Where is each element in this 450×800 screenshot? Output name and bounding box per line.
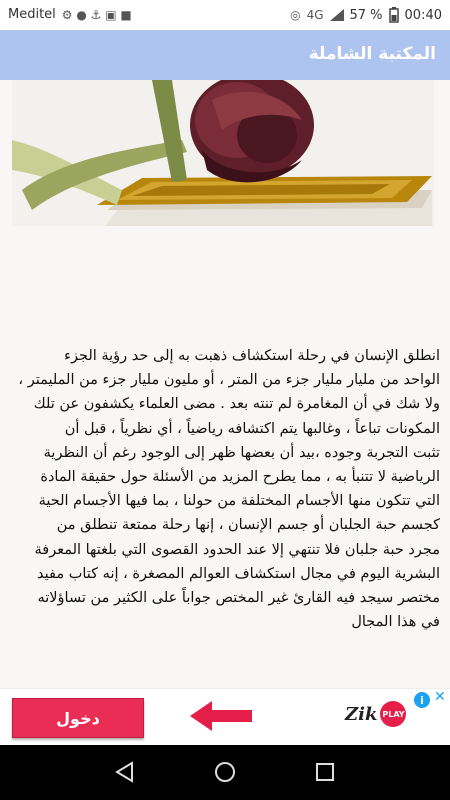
app-title: المكتبة الشاملة	[308, 44, 436, 64]
ad-login-button[interactable]: دخول	[12, 698, 144, 738]
clock: 00:40	[404, 7, 442, 23]
recents-icon[interactable]	[314, 761, 336, 783]
network-type: 4G	[306, 8, 324, 22]
hotspot-icon: ◎	[290, 8, 301, 22]
book-cover-image	[12, 80, 434, 226]
article-body	[14, 344, 440, 634]
article-line: البشرية اليوم في مجال استكشاف العوالم المصغرة ، إنه كتاب مفيد	[37, 565, 440, 582]
home-icon[interactable]	[214, 761, 236, 783]
signal-icon	[330, 9, 344, 21]
article-line: كجسم حبة الجلبان أو جسم الإنسان ، إنها رحلة ممتعة تنطلق من	[56, 517, 440, 534]
article-line: مختصر سيجد فيه القارئ غير المختص جواباً على الكثير من تساؤلاته	[37, 590, 440, 607]
battery-icon	[389, 7, 399, 23]
article-line: التي تتكون منها الأجسام المختلفة من حولنا ، بما فيها الأجسام الحية	[38, 493, 440, 510]
ad-banner[interactable]	[0, 688, 450, 746]
back-icon[interactable]	[114, 761, 136, 783]
play-badge: PLAY	[380, 701, 406, 727]
article-line: ولا شك في أن المغامرة لم تنته بعد . مضى العلماء يكشفون عن تلك	[33, 396, 440, 413]
brand-text: Zik	[345, 703, 378, 725]
article-line: انطلق الإنسان في رحلة استكشاف ذهبت به إلى حد رؤية الجزء	[64, 348, 440, 364]
article-line: مجرد حبة جلبان فلا تنتهي إلا عند الحدود القصوى التي بلغتها المعرفة	[34, 541, 440, 558]
carrier-label: Meditel	[8, 7, 56, 22]
status-bar	[0, 0, 450, 30]
ad-close-icon[interactable]: ✕	[434, 689, 446, 705]
system-navigation-bar	[0, 745, 450, 800]
article-line: الواحد من مليار مليار جزء من المتر ، أو مليون مليار جزء من المليمتر ،	[18, 372, 440, 389]
article-line: تثبت التجربة وجوده ،بيد أن بعضها ظهر إلى الوجود رغم أن النظرية	[43, 444, 440, 461]
ad-info-icon[interactable]: i	[414, 692, 430, 708]
article-line: في هذا المجال	[351, 614, 440, 631]
notification-icons: ⚙ ● ⚓ ▣ ■	[61, 7, 132, 22]
app-bar	[0, 30, 450, 80]
battery-percent: 57 %	[349, 7, 383, 23]
article-line: المكونات تباعاً ، وغالبها يتم اكتشافه رياضياً ، أي نظرياً ، قبل أن	[64, 420, 440, 437]
arrow-left-icon	[190, 701, 254, 731]
zikplay-logo[interactable]	[345, 701, 406, 727]
article-line: الرياضية لا تتنبأ به ، مما يطرح المزيد من الأسئلة حول حقيقة المادة	[40, 469, 440, 486]
